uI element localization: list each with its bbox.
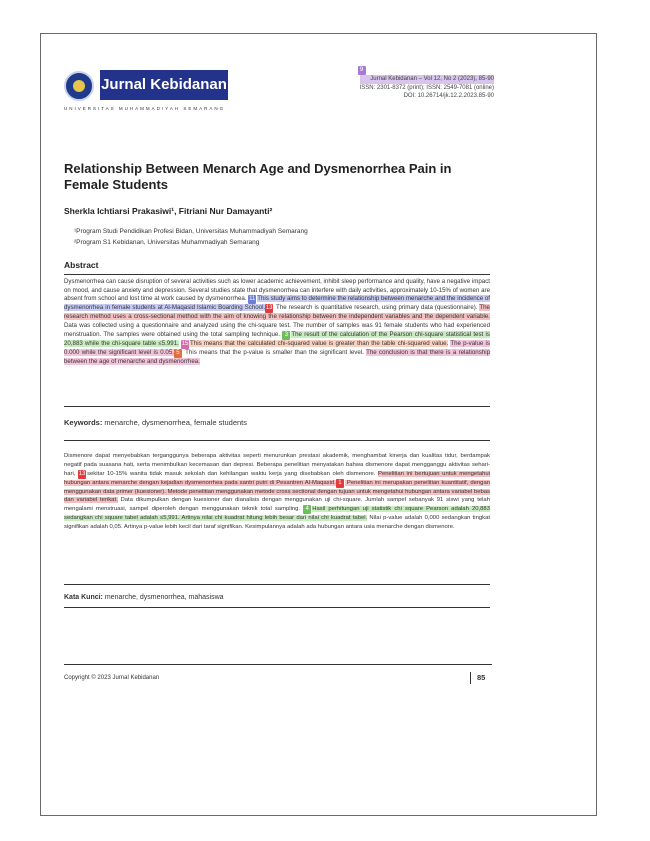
journal-header [64, 66, 494, 121]
kata-kunci-line [64, 594, 490, 601]
highlight-kuantitatif: Penelitian ini merupakan penelitian kuantitatif, dengan menggunakan data primer (kuesioner). [64, 479, 490, 495]
page-number: 85 [470, 672, 485, 684]
highlight-result: The result of the calculation of the Pearson chi-square statistical test is 20,883 while the chi-square table ≤5.991. [64, 330, 490, 347]
annotation-marker: 13 [78, 470, 86, 477]
highlight-chi-square: This means that the calculated chi-squared value is greater than the table chi-squared value. [190, 339, 449, 347]
journal-name-banner: Jurnal Kebidanan [100, 70, 228, 100]
kata-kunci-label: Kata Kunci: [64, 594, 103, 601]
affiliation-1: ¹Program Studi Pendidikan Profesi Bidan, Universitas Muhammadiyah Semarang [74, 228, 308, 235]
kata-kunci-values: menarche, dysmenorrhea, mahasiswa [102, 594, 224, 601]
kata-top-rule [64, 584, 490, 585]
keywords-values: menarche, dysmenorrhea, female students [102, 418, 248, 427]
annotation-marker: 13 [265, 305, 273, 312]
abstrak-text: Dismenore dapat menyebabkan terganggunya beberapa aktivitas seperti menurunkan prestasi akademik, menghambat kinerja dan kualitas tidur, berdampak negatif pada suasana hati, serta menimbulkan kecemasan dan depresi. Beberapa penelitian menyatakan bahwa dismenore dapat mengganggu aktivitas sehari-hari, 13 sekitar 10-15% wanita tidak masuk sekolah dan kehilangan waktu kerja yang disebabkan oleh dismenore. Penelitian ini bertujuan untuk mengetahui hubungan antara menarche dengan kejadian dysmenorrhea pada santri putri di Pesantren Al-Maqasid. 1 Penelitian ini merupakan penelitian kuantitatif, dengan menggunakan data primer (kuesioner). Metode penelitian menggunakan metode cross sectional dengan tujuan untuk mengetahui hubungan antara variabel bebas dan variabel terikat. Data dikumpulkan dengan kuesioner dan dianalisis dengan menggunakan uji chi-square. Jumlah sampel sebanyak 91 siswi yang telah mengalami menstruasi, sampel diperoleh dengan menggunakan teknik total sampling. 4 Hasil perhitungan uji statistik chi square Pearson adalah 20,883 sedangkan chi square tabel adalah ≤5,991. Artinya nilai chi kuadrat hitung lebih besar dari nilai chi kuadrat tabel. Nilai p-value adalah 0,000 sedangkan tingkat signifikan adalah 0,05. Artinya p-value lebih kecil dari taraf signifikan. Kesimpulannya adalah ada hubungan antara usia menarche dengan dismenore. [64, 453, 490, 530]
journal-issn: ISSN: 2301-8372 (print); ISSN: 2549-7081 (online) [359, 84, 494, 91]
abstract-top-rule [64, 274, 490, 275]
indo-top-rule [64, 440, 490, 441]
annotation-marker: 15 [181, 340, 189, 347]
annotation-marker: 1 [336, 479, 344, 488]
highlight-tujuan: Penelitian ini bertujuan untuk mengetahui hubungan antara menarche dengan kejadian dysmenorrhea pada santri putri di Pesantren Al-Maqasid. [64, 470, 490, 486]
keywords-label: Keywords: [64, 418, 103, 427]
keywords-line [64, 418, 490, 427]
article-authors: Sherkla Ichtiarsi Prakasiwi¹, Fitriani Nur Damayanti² [64, 206, 273, 216]
affiliation-2: ²Program S1 Kebidanan, Universitas Muhammadiyah Semarang [74, 239, 260, 246]
author-affiliations [74, 226, 474, 248]
highlight-conclusion: The conclusion is that there is a relationship between the age of menarche and dysmenorrhea. [64, 348, 490, 365]
annotation-marker: 4 [303, 505, 311, 514]
copyright-text: Copyright © 2023 Jurnal Kebidanan [64, 675, 160, 681]
highlight-metode: Metode penelitian menggunakan metode cross sectional dengan tujuan untuk mengetahui hubungan antara variabel bebas dan variabel terikat. [64, 488, 490, 504]
university-line: UNIVERSITAS MUHAMMADIYAH SEMARANG [64, 106, 226, 111]
journal-volume: Jurnal Kebidanan – Vol 12, No 2 (2023), 85-90 [360, 75, 494, 84]
highlight-aim: This study aims to determine the relationship between menarche and the incidence of dysmenorrhea in female students at Al-Maqasid Islamic Boarding School. [64, 295, 490, 312]
highlight-method: The research method uses a cross-sectional method with the aim of knowing the relationship between the independent variables and the dependent variable. [64, 304, 490, 321]
abstract-text: Dysmenorrhea can cause disruption of several activities such as lower academic achievement, inhibit sleep performance and quality, have a negative impact on mood, and cause anxiety and depression. Several studies state that dysmenorrhea can interfere with daily activities, approximately 10-15% of women are absent from school and lost time at work caused by dysmenorrhea. 11 This study aims to determine the relationship between menarche and the incidence of dysmenorrhea in female students at Al-Maqasid Islamic Boarding School.13 The research is quantitative research, using primary data (questionnaire). The research method uses a cross-sectional method with the aim of knowing the relationship between the independent variables and the dependent variable. Data was collected using a questionnaire and analyzed using the chi-square test. The number of samples was 91 female students who had experienced menstruation. The samples were obtained using the total sampling technique. 3 The result of the calculation of the Pearson chi-square statistical test is 20,883 while the chi-square table ≤5.991. 15 This means that the calculated chi-squared value is greater than the table chi-squared value. The p-value is 0.000 while the significant level is 0.05. 5 This means that the p-value is smaller than the significant level. The conclusion is that there is a relationship between the age of menarche and dysmenorrhea. [64, 278, 490, 365]
highlight-p-value: The p-value is 0.000 while the significant level is 0.05. [64, 339, 490, 356]
kata-bottom-rule [64, 607, 490, 608]
abstract-bottom-rule [64, 406, 490, 407]
annotation-marker: 11 [249, 296, 256, 303]
annotation-marker: 5 [174, 349, 182, 358]
abstract-heading: Abstract [64, 260, 99, 270]
annotation-marker: 3 [282, 331, 290, 340]
journal-doi: DOI: 10.26714/jk.12.2.2023.85-90 [403, 93, 494, 99]
journal-meta [360, 66, 494, 101]
article-title: Relationship Between Menarch Age and Dysmenorrhea Pain in Female Students [64, 161, 452, 192]
footer-rule [64, 664, 492, 665]
highlight-hasil: Hasil perhitungan uji statistik chi square Pearson adalah 20,883 sedangkan chi square tabel adalah ≤5,991. Artinya nilai chi kuadrat hitung lebih besar dari nilai chi kuadrat tabel. [64, 506, 490, 521]
university-logo-icon [64, 71, 94, 101]
annotation-marker: 9 [358, 66, 366, 75]
